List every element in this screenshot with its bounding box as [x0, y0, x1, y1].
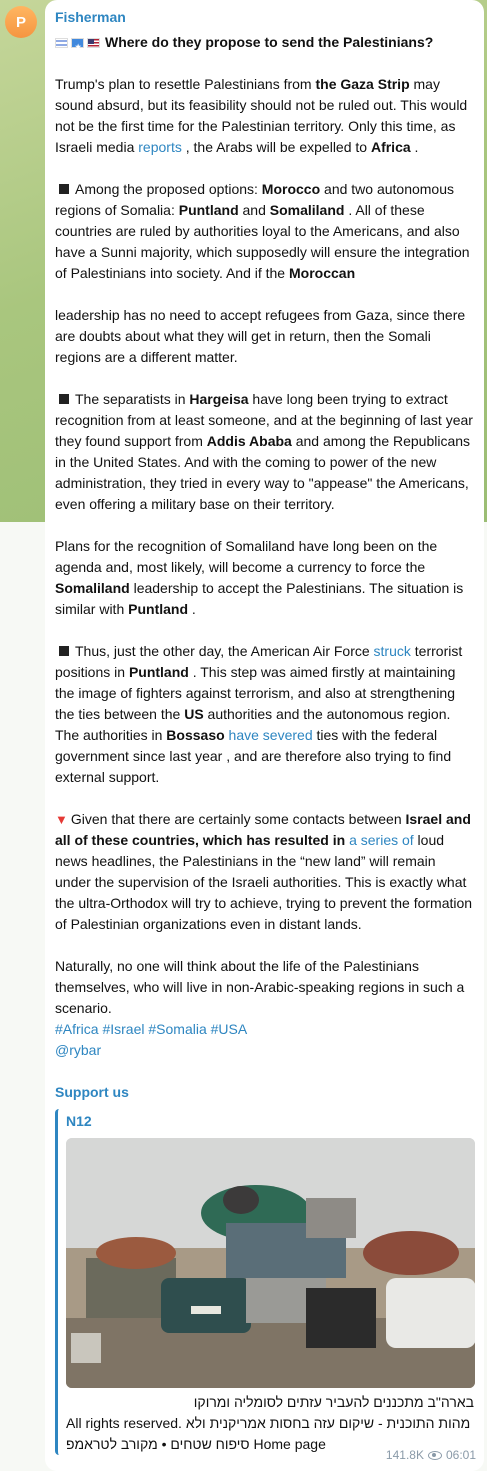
reports-link[interactable]: reports: [138, 139, 182, 155]
paragraph-8: Naturally, no one will think about the life of the Palestinians themselves, who will live in non-Arabic-speaking regions in such a scenario.: [55, 958, 465, 1016]
link-preview[interactable]: [55, 1109, 474, 1455]
preview-description: All rights reserved. מהות התוכנית - שיקום עזה בחסות אמריקנית ולא סיפוח שטחים • מקורב לטראמפ Home page: [66, 1415, 471, 1452]
paragraph-2: Among the proposed options: Morocco and two autonomous regions of Somalia: Puntland and Somaliland . All of these countries are ruled by authorities loyal to the Americans, and also have a Sunni majority, which supposedly will ensure the integration of Palestinians into society. And if the Moroccan: [55, 181, 470, 281]
paragraph-1: Trump's plan to resettle Palestinians from the Gaza Strip may sound absurd, but its feasibility should not be ruled out. This would not be the first time for the Palestinian territory. Only this time, as Israeli media reports , the Arabs will be expelled to Africa .: [55, 76, 468, 155]
hashtags[interactable]: #Africa #Israel #Somalia #USA: [55, 1021, 248, 1037]
square-bullet-icon: [59, 394, 69, 404]
preview-photo: [66, 1138, 475, 1388]
red-triangle-icon: ▼: [55, 812, 68, 827]
israel-flag-icon: [55, 38, 68, 48]
message-title: [55, 32, 474, 53]
paragraph-6: Thus, just the other day, the American Air Force struck terrorist positions in Puntland . This step was aimed firstly at maintaining the image of fighters against terrorism, and also at strengthening the ties between the US authorities and the autonomous region. The authorities in Bossaso have severed ties with the federal government since last year , and are therefore also trying to find external support.: [55, 643, 463, 785]
message-time: 06:01: [445, 1448, 476, 1462]
title-text: Where do they propose to send the Palestinians?: [105, 34, 434, 50]
message-meta: [386, 1445, 476, 1466]
series-link[interactable]: a series of: [349, 832, 414, 848]
somalia-flag-icon: [71, 38, 84, 48]
channel-avatar[interactable]: [5, 6, 37, 38]
preview-image[interactable]: [66, 1138, 475, 1388]
channel-handle[interactable]: @rybar: [55, 1042, 102, 1058]
eye-icon: [428, 1451, 442, 1460]
avatar-letter: P: [15, 13, 26, 31]
view-count: 141.8K: [385, 1448, 424, 1462]
paragraph-7: ▼ Given that there are certainly some contacts between Israel and all of these countries, which has resulted in a series of loud news headlines, the Palestinians in the “new land” will remain under the supervision of the Israeli authorities. This is exactly what the ultra-Orthodox will try to achieve, trying to prevent the formation of Palestinian organizations even in distant lands.: [55, 811, 473, 932]
sender-name[interactable]: Fisherman: [55, 9, 126, 25]
paragraph-4: The separatists in Hargeisa have long been trying to extract recognition from at least someone, and at the beginning of last year they found support from Addis Ababa and among the Republicans in the United States. And with the coming to power of the new administration, they tried in every way to "appease" the Americans, even offering a military base on their territory.: [55, 391, 473, 512]
struck-link[interactable]: struck: [373, 643, 411, 659]
message-bubble: [45, 0, 484, 1471]
have-severed-link[interactable]: have severed: [228, 727, 313, 743]
preview-title: בארה"ב מתכננים להעביר עזתים לסומליה ומרוקו: [193, 1394, 474, 1410]
support-us-link[interactable]: Support us: [55, 1084, 129, 1100]
usa-flag-icon: [87, 38, 100, 48]
preview-site-name: N12: [66, 1113, 92, 1129]
square-bullet-icon: [59, 646, 69, 656]
square-bullet-icon: [59, 184, 69, 194]
paragraph-5: Plans for the recognition of Somaliland have long been on the agenda and, most likely, will become a currency to force the Somaliland leadership to accept the Palestinians. The situation is similar with Puntland .: [55, 538, 464, 617]
flag-icons: [55, 38, 100, 48]
paragraph-3: leadership has no need to accept refugees from Gaza, since there are doubts about what they will get in return, then the Somali regions are a different matter.: [55, 307, 466, 365]
